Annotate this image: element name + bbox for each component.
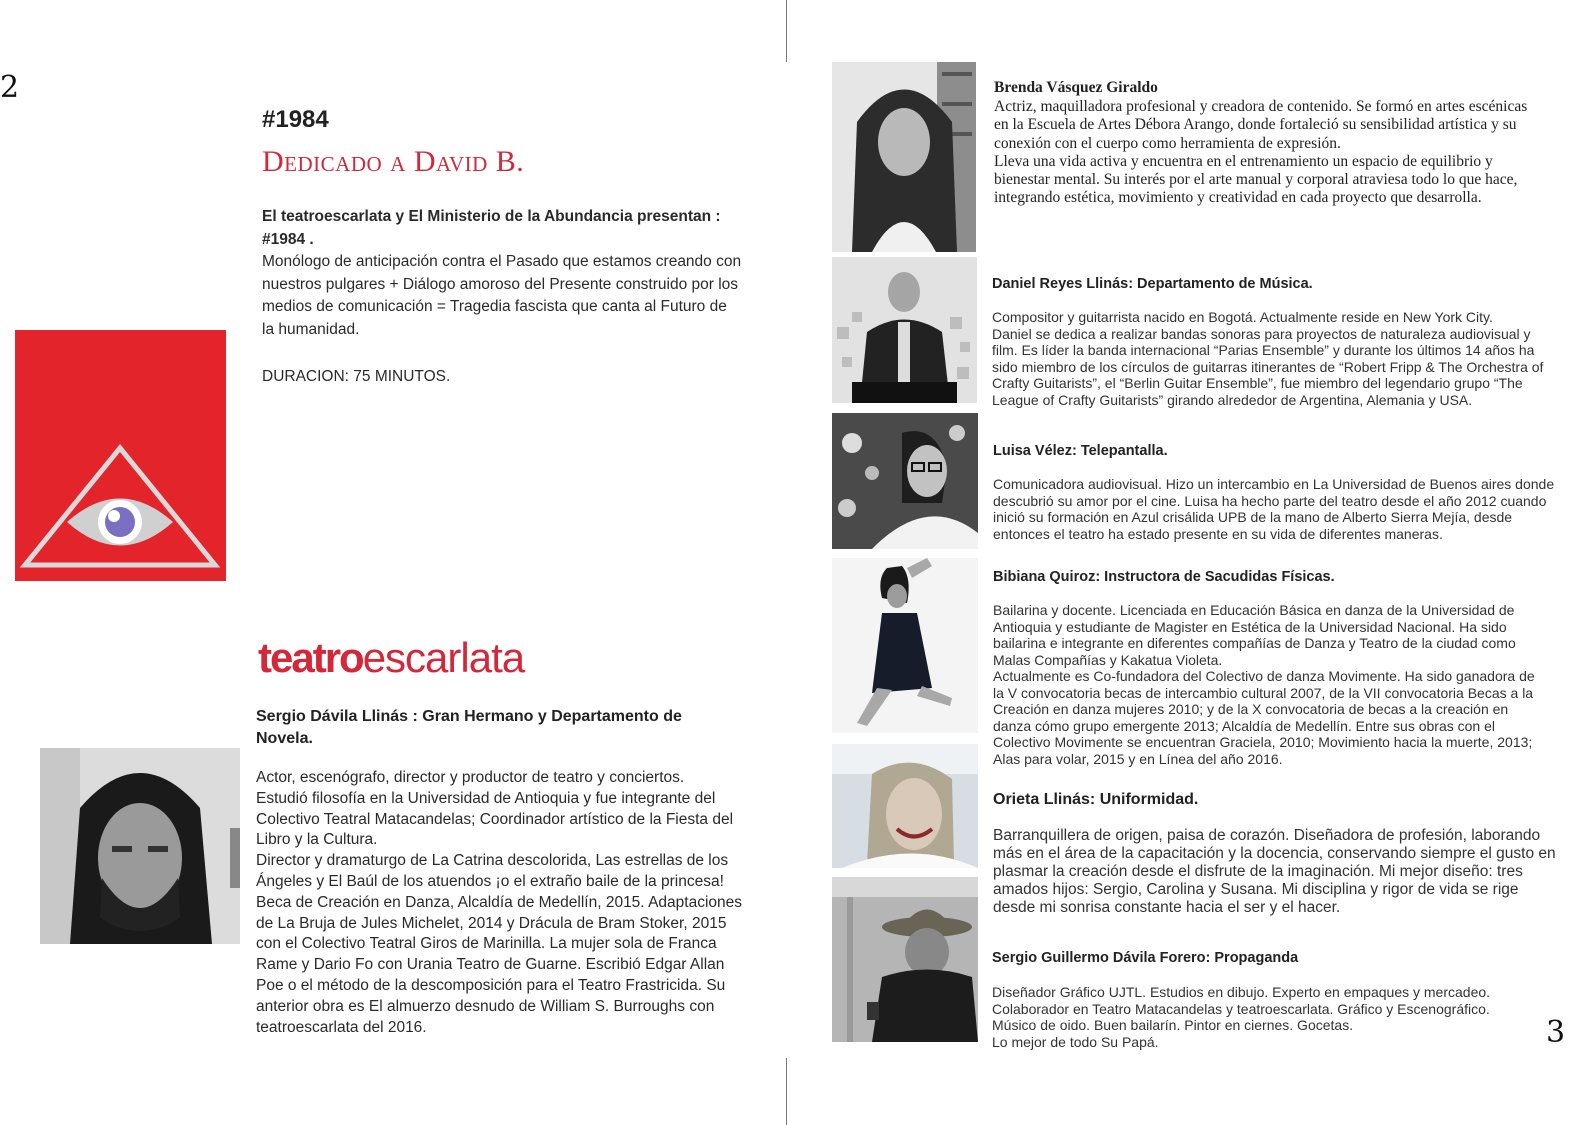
intro-bold-line-1: El teatroescarlata y El Ministerio de la Abundancia presentan : bbox=[262, 208, 721, 225]
cast-name-sergio-guillermo-davila-forero: Sergio Guillermo Dávila Forero: Propaganda bbox=[992, 950, 1299, 966]
brand-wordmark bbox=[258, 634, 524, 682]
cast-bio-brenda-vasquez-giraldo bbox=[994, 98, 1540, 208]
cast-name-bibiana-quiroz: Bibiana Quiroz: Instructora de Sacudidas Físicas. bbox=[993, 569, 1335, 585]
photo-brenda-vasquez-giraldo bbox=[832, 62, 976, 252]
cast-name-brenda-vasquez-giraldo: Brenda Vásquez Giraldo bbox=[994, 79, 1158, 96]
bio-paragraph: Comunicadora audiovisual. Hizo un intercambio en La Universidad de Buenos aires donde descubrió su amor por el cine. Luisa ha hecho parte del teatro desde el año 2012 cuando inició su formación en Azul crisálida UPB de la mano de Alberto Sierra Mejía, desde entonces el teatro ha estado presente en su vida de diferentes maneras. bbox=[993, 476, 1555, 542]
cast-name-luisa-velez: Luisa Vélez: Telepantalla. bbox=[993, 443, 1168, 459]
dedication-heading: Dedicado a David B. bbox=[262, 145, 525, 178]
bio-line: Lo mejor de todo Su Papá. bbox=[992, 1033, 1159, 1050]
page-number-right: 3 bbox=[1546, 1015, 1566, 1050]
photo-daniel-reyes-llinas bbox=[832, 257, 977, 403]
page-divider-bottom bbox=[786, 1058, 787, 1125]
cast-bio-orieta-llinas bbox=[993, 827, 1558, 917]
bio-paragraph: Estudió filosofía en la Universidad de Antioquia y fue integrante del Colectivo Teatral Matacandelas; Coordinador artístico de la Fiesta del Libro y la Cultura. bbox=[256, 789, 734, 849]
logo-box bbox=[15, 330, 226, 581]
bio-paragraph: Director y dramaturgo de La Catrina descolorida, Las estrellas de los Ángeles y El Baúl de los atuendos ¡o el extraño baile de la princesa! Beca de Creación en Danza, Alcaldía de Medellín, 2015. Adaptaciones de La Bruja de Jules Michelet, 2014 y Drácula de Bram Stoker, 2015 con el Colectivo Teatral Giros de Marinilla. La mujer sola de Franca Rame y Dario Fo con Urania Teatro de Guarne. Escribió Edgar Allan Poe o el método de la descomposición para el Teatro Frastricida. Su anterior obra es El almuerzo desnudo de William S. Burroughs con teatroescarlata del 2016. bbox=[256, 852, 742, 1036]
cast-bio-sergio-davila-llinas bbox=[256, 768, 742, 1038]
bio-line: Colaborador en Teatro Matacandelas y teatroescarlata. Gráfico y Escenográfico. bbox=[992, 1000, 1490, 1017]
cast-bio-sergio-guillermo-davila-forero bbox=[992, 984, 1532, 1050]
bio-paragraph: Compositor y guitarrista nacido en Bogotá. Actualmente reside en New York City. bbox=[992, 309, 1493, 325]
bio-line: Músico de oido. Buen bailarín. Pintor en ciernes. Gocetas. bbox=[992, 1017, 1354, 1033]
photo-sergio-guillermo-davila-forero bbox=[832, 877, 978, 1042]
intro-bold-line-2: #1984 . bbox=[262, 230, 314, 248]
intro-text: Monólogo de anticipación contra el Pasado que estamos creando con nuestros pulgares + Diálogo amoroso del Presente construido por los medios de comunicación = Tragedia fascista que canta al Futuro de la humanidad. bbox=[262, 253, 742, 338]
show-title: #1984 bbox=[262, 106, 329, 133]
all-seeing-eye-triangle-icon bbox=[15, 330, 226, 581]
show-intro bbox=[262, 206, 742, 341]
bio-paragraph: Actualmente es Co-fundadora del Colectivo de danza Movimente. Ha sido ganadora de la V convocatoria becas de intercambio cultural 2007, de la VII convocatoria Becas a la Creación en danza mujeres 2010; y de la X convocatoria de becas a la creación en danza cómo grupo emergente 2013; Alcaldía de Medellín. Entre sus obras con el Colectivo Movimente se encuentran Graciela, 2010; Movimiento hacia la muerte, 2013; Alas para volar, 2015 y en Línea del año 2016. bbox=[993, 668, 1535, 767]
show-duration: DURACION: 75 MINUTOS. bbox=[262, 368, 451, 385]
cast-bio-bibiana-quiroz bbox=[993, 602, 1548, 767]
bio-paragraph: Bailarina y docente. Licenciada en Educación Básica en danza de la Universidad de Antioquia y estudiante de Magister en Estética de la Universidad Nacional. Ha sido bailarina e integrante en diferentes compañías de Danza y Teatro de la ciudad como Malas Compañías y Kakatua Violeta. bbox=[993, 602, 1516, 668]
photo-bibiana-quiroz bbox=[832, 558, 978, 733]
cast-name-daniel-reyes-llinas: Daniel Reyes Llinás: Departamento de Música. bbox=[992, 276, 1313, 292]
bio-line: Diseñador Gráfico UJTL. Estudios en dibujo. Experto en empaques y mercadeo. bbox=[992, 984, 1491, 1000]
brand-part-teatro: teatro bbox=[258, 634, 363, 681]
brand-part-escarlata: escarlata bbox=[362, 634, 525, 681]
page-divider-top bbox=[786, 0, 787, 62]
cast-name-orieta-llinas: Orieta Llinás: Uniformidad. bbox=[993, 791, 1199, 808]
photo-sergio-davila-llinas bbox=[40, 748, 240, 944]
bio-paragraph: Daniel se dedica a realizar bandas sonoras para proyectos de naturaleza audiovisual y film. Es líder la banda internacional “Parias Ensemble” y durante los últimos 14 años ha sido miembro de los círculos de guitarras itinerantes de “Robert Fripp & The Orchestra of Crafty Guitarists”, el “Berlin Guitar Ensemble”, fue miembro del legendario grupo “The League of Crafty Guitarists” girando alrededor de Argentina, Alemania y USA. bbox=[992, 325, 1544, 408]
bio-paragraph: Barranquillera de origen, paisa de corazón. Diseñadora de profesión, laborando más en el área de la capacitación y la docencia, conservando siempre el gusto en plasmar la creación desde el disfrute de la imaginación. Mi mejor diseño: tres amados hijos: Sergio, Carolina y Susana. Mi disciplina y rigor de vida se rige desde mi sonrisa constante hacia el ser y el hacer. bbox=[993, 827, 1556, 916]
photo-luisa-velez bbox=[832, 413, 978, 549]
page-number-left: 2 bbox=[0, 70, 20, 105]
cast-bio-daniel-reyes-llinas bbox=[992, 309, 1552, 408]
bio-paragraph: Actor, escenógrafo, director y productor de teatro y conciertos. bbox=[256, 769, 685, 786]
cast-bio-luisa-velez bbox=[993, 476, 1558, 542]
cast-name-sergio-davila-llinas: Sergio Dávila Llinás : Gran Hermano y Departamento de Novela. bbox=[256, 708, 682, 747]
bio-paragraph: Actriz, maquilladora profesional y creadora de contenido. Se formó en artes escénicas en la Escuela de Artes Débora Arango, donde fortaleció su sensibilidad artística y su conexión con el cuerpo como herramienta de expresión. bbox=[994, 98, 1528, 152]
bio-paragraph: Lleva una vida activa y encuentra en el entrenamiento un espacio de equilibrio y bienestar mental. Su interés por el arte manual y corporal atraviesa todo lo que hace, integrando estética, movimiento y creatividad en cada proyecto que desarrolla. bbox=[994, 152, 1518, 207]
photo-orieta-llinas bbox=[832, 744, 978, 868]
